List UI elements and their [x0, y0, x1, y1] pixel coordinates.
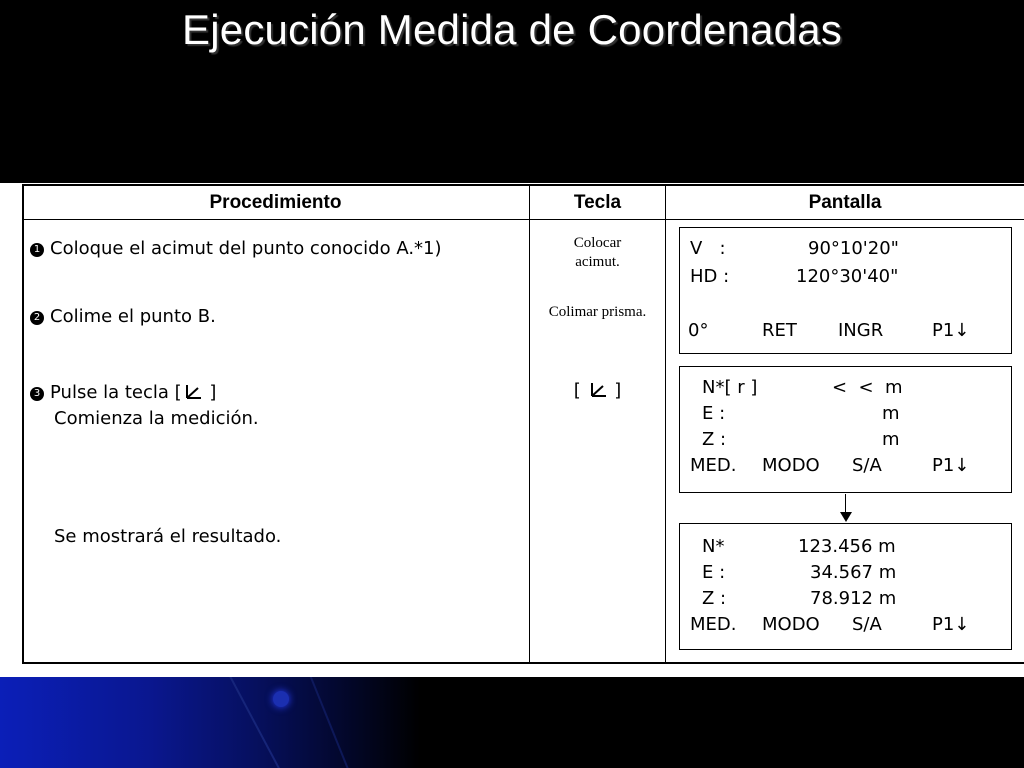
down-arrow-icon: [845, 494, 846, 514]
screen-value: 120°30'40": [796, 266, 899, 287]
down-arrow-head: [840, 512, 852, 522]
screen-value: 34.567 m: [810, 562, 897, 583]
screen-value: m: [882, 403, 900, 424]
screen-label: N*[ r ]: [702, 377, 758, 398]
step-number: 2: [30, 311, 44, 325]
header-divider: [22, 219, 1024, 220]
step-3: [30, 382, 216, 403]
coordinate-key-icon: [182, 383, 204, 401]
display-screen-3: [679, 523, 1012, 650]
screen-label: HD :: [690, 266, 730, 287]
step-text: Coloque el acimut del punto conocido A.*1): [50, 238, 442, 259]
header-procedure: Procedimiento: [209, 192, 342, 213]
column-divider: [665, 184, 666, 664]
step-text: ]: [203, 382, 217, 403]
softkey: MODO: [762, 455, 820, 476]
key-line: acimut.: [575, 254, 620, 270]
header-display: Pantalla: [808, 192, 882, 213]
screen-value: m: [882, 429, 900, 450]
softkey: RET: [762, 320, 797, 341]
footer-dot: [273, 691, 289, 707]
softkey: P1↓: [932, 320, 970, 341]
step-2: [30, 306, 216, 327]
key-cell-3: [530, 381, 665, 400]
screen-label: N*: [702, 536, 725, 557]
screen-label: Z :: [702, 588, 727, 609]
screen-label: V :: [690, 238, 726, 259]
screen-label: E :: [702, 403, 726, 424]
decorative-footer: [0, 677, 1024, 768]
step-3-subtext: Comienza la medición.: [54, 408, 259, 429]
softkey: S/A: [852, 614, 882, 635]
softkey: 0°: [688, 320, 709, 341]
softkey: P1↓: [932, 455, 970, 476]
softkey: P1↓: [932, 614, 970, 635]
screen-value: 78.912 m: [810, 588, 897, 609]
coordinate-key-icon: [587, 381, 609, 399]
header-key: Tecla: [573, 192, 622, 213]
screen-value: < < m: [832, 377, 903, 398]
screen-label: Z :: [702, 429, 727, 450]
step-number: 1: [30, 243, 44, 257]
bracket-open: [: [573, 380, 581, 401]
softkey: INGR: [838, 320, 884, 341]
result-text: Se mostrará el resultado.: [54, 526, 282, 547]
step-text: Pulse la tecla [: [50, 382, 182, 403]
softkey: S/A: [852, 455, 882, 476]
screen-label: E :: [702, 562, 726, 583]
screen-value: 123.456 m: [798, 536, 896, 557]
step-1: [30, 238, 442, 259]
softkey: MED.: [690, 614, 737, 635]
slide-title: Ejecución Medida de Coordenadas: [182, 6, 842, 53]
key-line: Colocar: [573, 235, 622, 251]
step-number: 3: [30, 387, 44, 401]
step-text: Colime el punto B.: [50, 306, 216, 327]
display-screen-1: [679, 227, 1012, 354]
footer-gradient: [0, 677, 420, 768]
key-cell-1: [530, 234, 665, 272]
softkey: MED.: [690, 455, 737, 476]
key-cell-2: Colimar prisma.: [548, 304, 647, 320]
softkey: MODO: [762, 614, 820, 635]
bracket-close: ]: [614, 380, 622, 401]
display-screen-2: [679, 366, 1012, 493]
screen-value: 90°10'20": [808, 238, 899, 259]
